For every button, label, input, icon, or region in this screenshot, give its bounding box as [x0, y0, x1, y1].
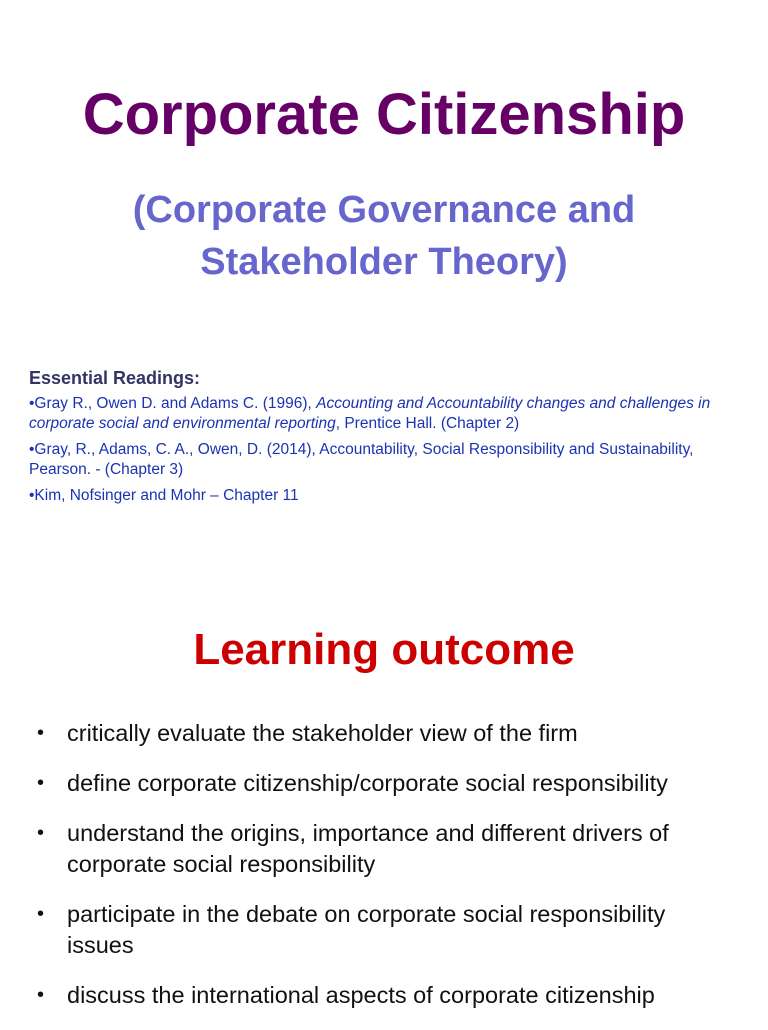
list-item: [37, 818, 737, 880]
readings-heading: Essential Readings:: [29, 368, 201, 388]
bullet-icon: •: [37, 772, 45, 794]
slide-subtitle: [0, 184, 768, 288]
reading-text: •Gray R., Owen D. and Adams C. (1996),: [29, 395, 317, 412]
learning-outcome-list: [37, 718, 737, 1030]
outcome-text: discuss the international aspects of corporate citizenship: [67, 982, 655, 1008]
reading-item: [29, 486, 739, 506]
list-item: [37, 899, 737, 961]
bullet-icon: •: [37, 984, 45, 1006]
subtitle-line: (Corporate Governance and: [132, 189, 636, 231]
list-item: [37, 768, 737, 799]
reading-text: •Gray, R., Adams, C. A., Owen, D. (2014), Accountability, Social Responsibility and Sustainability, Pearson. - (Chapter 3): [29, 441, 694, 478]
list-item: [37, 718, 737, 749]
learning-outcome-heading: Learning outcome: [193, 625, 575, 674]
subtitle-line: Stakeholder Theory): [200, 241, 568, 283]
bullet-icon: •: [37, 822, 45, 844]
outcome-text: understand the origins, importance and different drivers of corporate social responsibility: [67, 820, 669, 877]
reading-text: , Prentice Hall. (Chapter 2): [335, 415, 520, 432]
slide-title: Corporate Citizenship: [82, 82, 686, 147]
outcome-text: critically evaluate the stakeholder view of the firm: [67, 720, 578, 746]
reading-item: [29, 440, 739, 480]
outcome-text: participate in the debate on corporate social responsibility issues: [67, 901, 666, 958]
essential-readings: [29, 366, 739, 512]
outcome-text: define corporate citizenship/corporate social responsibility: [67, 770, 668, 796]
list-item: [37, 980, 737, 1011]
bullet-icon: •: [37, 722, 45, 744]
bullet-icon: •: [37, 903, 45, 925]
reading-title-italic: Accounting and Accountability changes and challenges in corporate social and environmental reporting: [29, 395, 711, 432]
reading-text: •Kim, Nofsinger and Mohr – Chapter 11: [29, 487, 299, 504]
reading-item: [29, 394, 739, 434]
